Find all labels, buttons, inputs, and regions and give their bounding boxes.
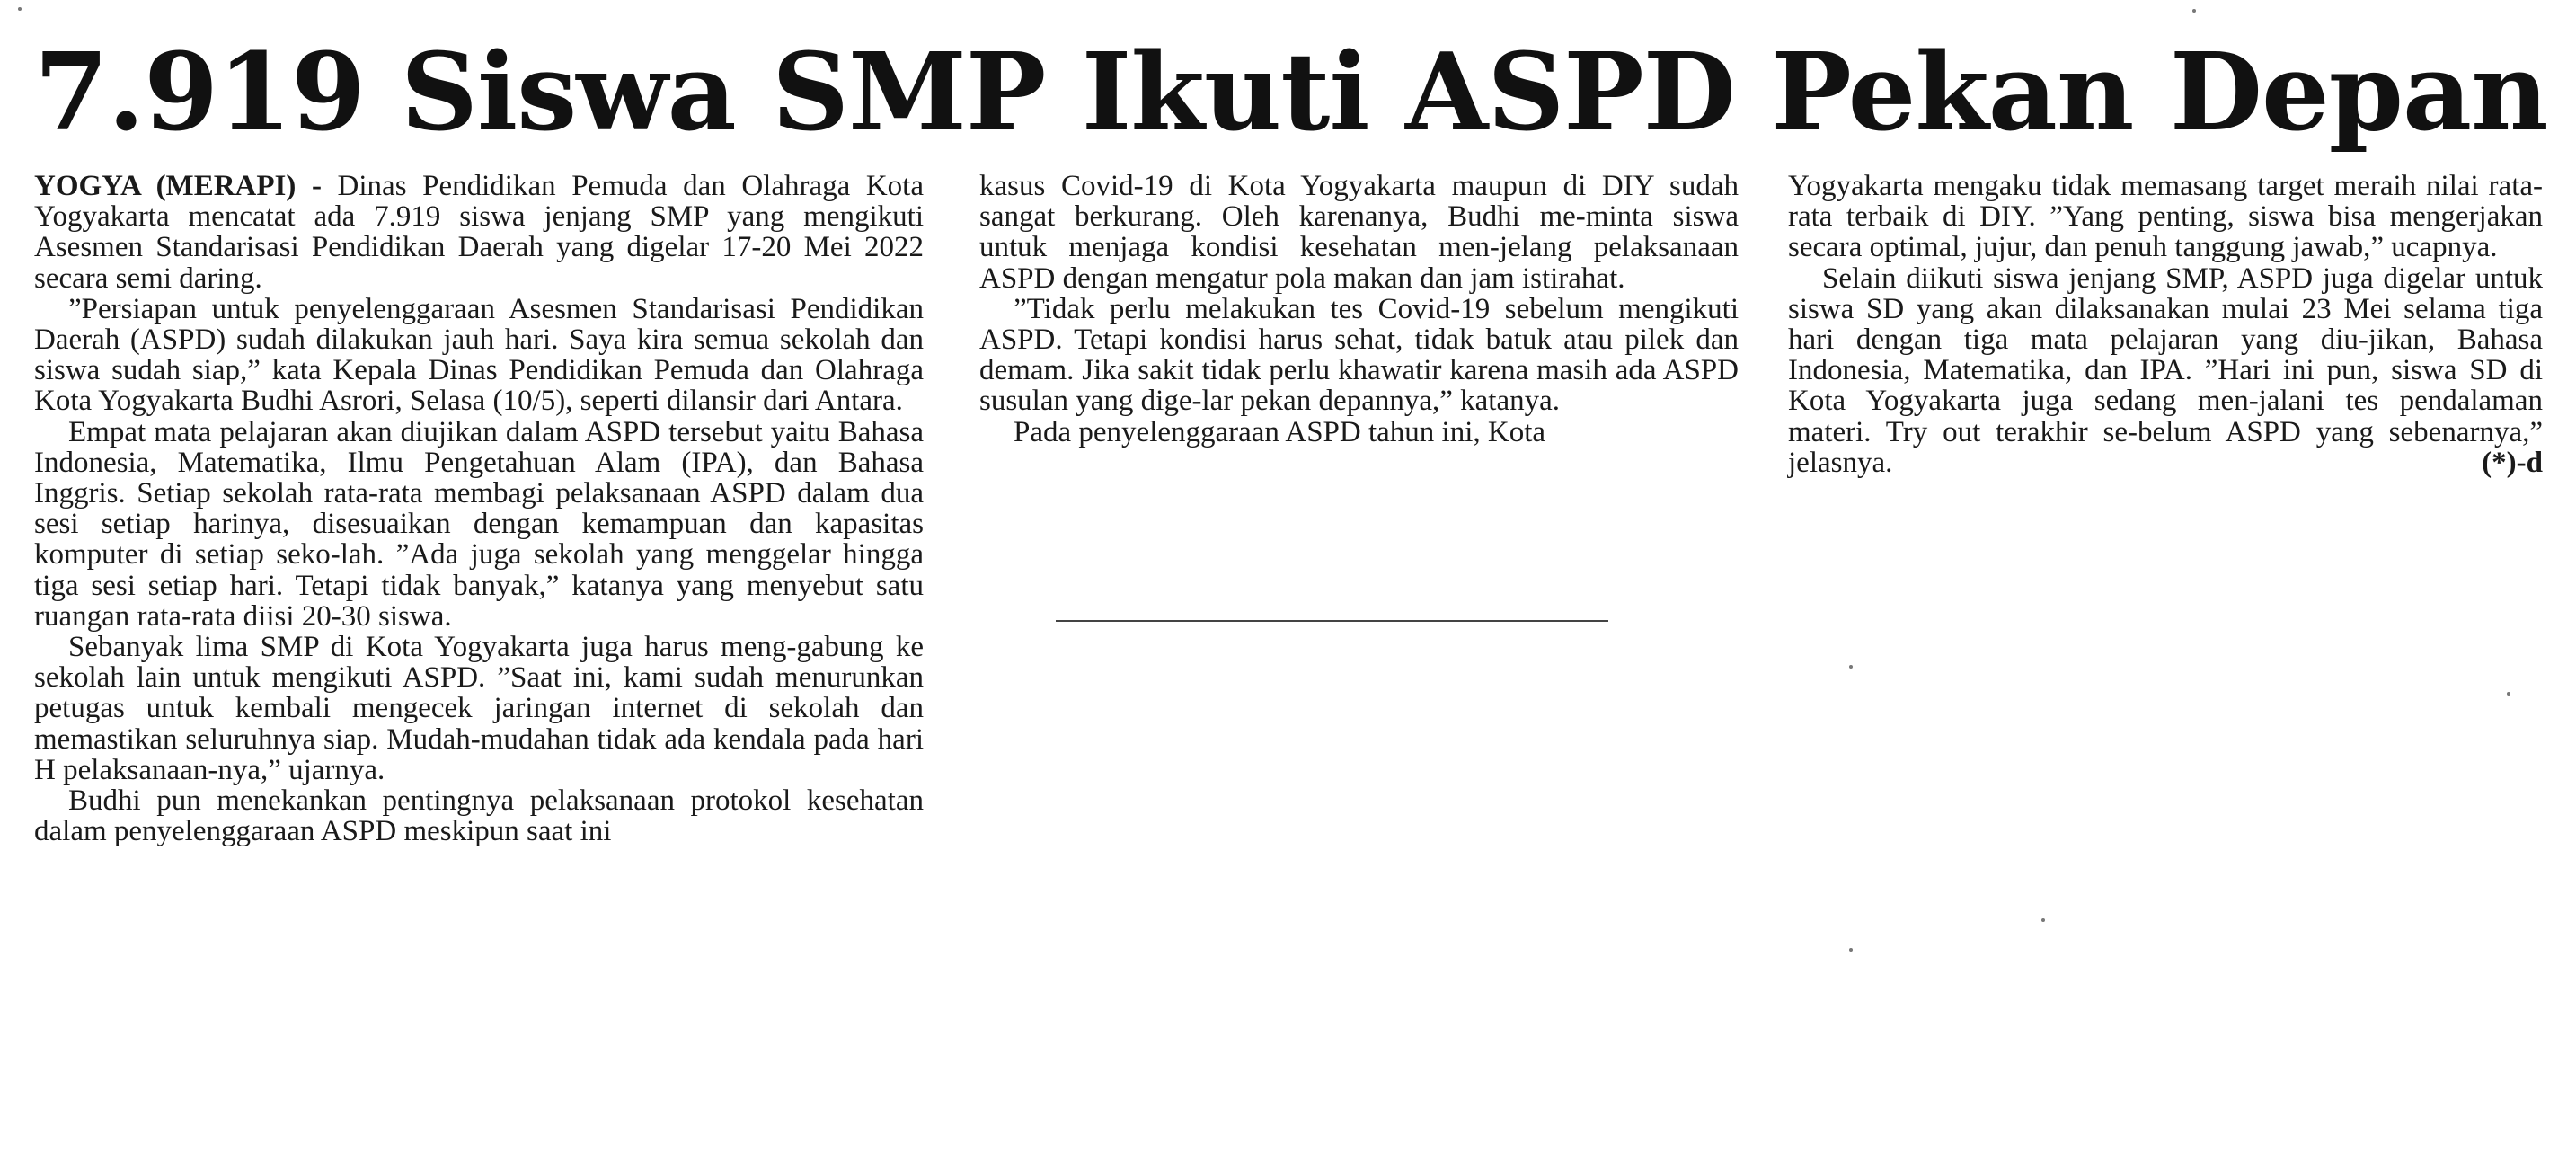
article-paragraph: Budhi pun menekankan pentingnya pelaksanaan protokol kesehatan dalam penyelenggaraan ASPD meskipun saat ini	[34, 784, 924, 848]
scan-speck	[2507, 692, 2510, 696]
scan-speck	[2041, 918, 2045, 922]
article-paragraph: ”Persiapan untuk penyelenggaraan Asesmen Standarisasi Pendidikan Daerah (ASPD) sudah dilakukan jauh hari. Saya kira semua sekolah dan siswa sudah siap,” kata Kepala Dinas Pendidikan Pemuda dan Olahraga Kota Yogyakarta Budhi Asrori, Selasa (10/5), seperti dilansir dari Antara.	[34, 292, 924, 418]
article-paragraph: kasus Covid-19 di Kota Yogyakarta maupun di DIY sudah sangat berkurang. Oleh karenanya, Budhi me-minta siswa untuk menjaga kondisi kesehatan men-jelang pelaksanaan ASPD dengan mengatur pola makan dan jam istirahat.	[979, 170, 1739, 295]
dateline: YOGYA (MERAPI) -	[34, 170, 322, 202]
article-column-1	[34, 171, 924, 1132]
article-column-3	[1788, 171, 2543, 638]
scan-speck	[2192, 9, 2196, 13]
article-paragraph	[1788, 263, 2543, 478]
author-signature: (*)-d	[2482, 446, 2543, 479]
article-column-2	[979, 171, 1739, 638]
scan-speck	[1849, 948, 1853, 952]
article-paragraph: Yogyakarta mengaku tidak memasang target meraih nilai rata-rata terbaik di DIY. ”Yang penting, siswa bisa mengerjakan secara optimal, jujur, dan penuh tanggung jawab,” ucapnya.	[1788, 170, 2543, 264]
article-paragraph: ”Tidak perlu melakukan tes Covid-19 sebelum mengikuti ASPD. Tetapi kondisi harus sehat, tidak batuk atau pilek dan demam. Jika sakit tidak perlu khawatir karena masih ada ASPD susulan yang dige-lar pekan depannya,” katanya.	[979, 292, 1739, 418]
article-paragraph	[34, 171, 924, 294]
scan-speck	[18, 7, 22, 11]
paragraph-text: Dinas Pendidikan Pemuda dan Olahraga Kota Yogyakarta mencatat ada 7.919 siswa jenjang SMP yang mengikuti Asesmen Standarisasi Pendidikan Daerah yang digelar 17-20 Mei 2022 secara semi daring.	[34, 170, 924, 295]
article-paragraph: Sebanyak lima SMP di Kota Yogyakarta juga harus meng-gabung ke sekolah lain untuk mengikuti ASPD. ”Saat ini, kami sudah menurunkan petugas untuk kembali mengecek jaringan internet di sekolah dan memastikan seluruhnya siap. Mudah-mudahan tidak ada kendala pada hari H pelaksanaan-nya,” ujarnya.	[34, 631, 924, 786]
article-paragraph: Pada penyelenggaraan ASPD tahun ini, Kota	[1014, 415, 1546, 448]
column-end-rule	[1056, 620, 1608, 622]
article-paragraph: Empat mata pelajaran akan diujikan dalam ASPD tersebut yaitu Bahasa Indonesia, Matematika, Ilmu Pengetahuan Alam (IPA), dan Bahasa Inggris. Setiap sekolah rata-rata membagi pelaksanaan ASPD dalam dua sesi setiap harinya, disesuaikan dengan kemampuan dan kapasitas komputer di setiap seko-lah. ”Ada juga sekolah yang menggelar hingga tiga sesi setiap hari. Tetapi tidak banyak,” katanya yang menyebut satu ruangan rata-rata diisi 20-30 siswa.	[34, 415, 924, 633]
headline: 7.919 Siswa SMP Ikuti ASPD Pekan Depan	[34, 30, 2548, 155]
scan-speck	[1849, 665, 1853, 669]
paragraph-text: Selain diikuti siswa jenjang SMP, ASPD juga digelar untuk siswa SD yang akan dilaksanakan mulai 23 Mei selama tiga hari dengan tiga mata pelajaran yang diu-jikan, Bahasa Indonesia, Matematika, dan IPA. ”Hari ini pun, siswa SD di Kota Yogyakarta juga sedang men-jalani tes pendalaman materi. Try out terakhir se-belum ASPD yang sebenarnya,” jelasnya.	[1788, 261, 2543, 479]
